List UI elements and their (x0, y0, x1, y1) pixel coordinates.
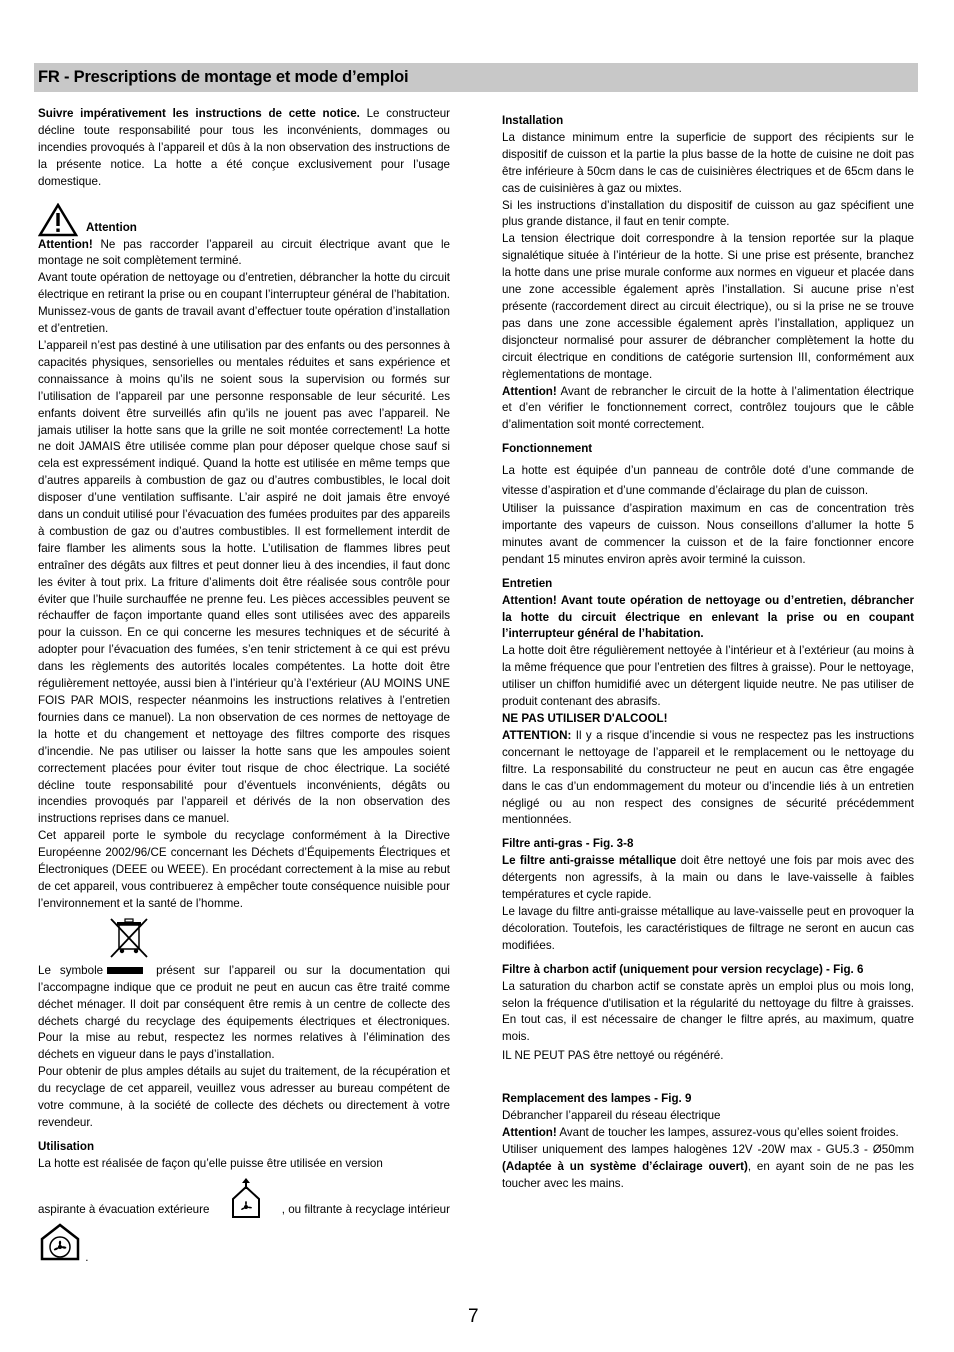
entretien-paragraph: La hotte doit être régulièrement nettoyée à l’intérieur et à l’extérieur (au moins à la même fréquence que pour l’entretien des filtres à graisse). Pour le nettoyage, utiliser un chiffon humidifié avec un détergent liquide neutre. Ne pas utiliser de produit contenant des abrasifs. (502, 644, 914, 709)
utilisation-end: . (85, 1250, 89, 1264)
intro-bold: Suivre impérativement les instructions de cette notice. (38, 107, 360, 120)
symbol-text-a: Le symbole (38, 963, 104, 977)
charbon-paragraph-1: La saturation du charbon actif se constate après un emploi plus ou mois long, selon la fréquence d'utilisation et la régularité du nettoyage du filtre à graisses. En tout cas, il est nécessaire de changer le filtre aprés, au maximum, quatre mois. (502, 979, 914, 1044)
left-column (38, 106, 450, 1267)
section-header (34, 63, 918, 92)
lampes-text-c: , en ayant soin de ne pas les toucher avec les mains. (502, 1159, 914, 1190)
charbon-heading: Filtre à charbon actif (uniquement pour version recyclage) - Fig. 6 (502, 962, 864, 976)
filtre-paragraph-1 (502, 853, 914, 904)
black-bar-symbol (107, 967, 143, 974)
right-column (502, 113, 914, 1193)
weee-bin-icon (108, 917, 150, 961)
entretien-attention (502, 728, 914, 829)
entretien-attention-text: Il y a risque d’incendie si vous ne respectez pas les instructions concernant le nettoyage de l’appareil et le remplacement ou le nettoyage du filtre. La responsabilité du constructeur ne peut en aucun cas être engagée dans le cas d’un endommagement du moteur ou d’incendie liés à un entretien négligé ou au non respect des consignes de sécurité précédemment mentionnées. (502, 728, 914, 827)
filtre-text: doit être nettoyé une fois par mois avec des détergents non agressifs, à la main ou dans le lave-vaisselle à faibles températures et cycle rapide. (502, 854, 914, 902)
weee-paragraph: Cet appareil porte le symbole du recyclage conformément à la Directive Européenne 2002/96/CE concernant les Déchets d’Équipements Électriques et Électroniques (DEEE ou WEEE). En procédant correctement à la mise au rebut de cet appareil, vous contribuerez à empêcher toute conséquence nuisible pour l’environnement et la santé de l’homme. (38, 829, 450, 910)
utilisation-paragraph (38, 1156, 450, 1173)
installation-heading: Installation (502, 114, 564, 127)
warning-icon (38, 203, 78, 237)
page-number: 7 (468, 1306, 479, 1327)
installation-paragraph-1: La distance minimum entre la superficie de support des récipients sur le dispositif de cuisson et la partie la plus basse de la hotte de cuisine ne doit pas être inférieure à 50cm dans le cas de cuisinières électriques et de 65cm dans le cas de cuisinières à gaz ou mixtes. (502, 130, 914, 195)
utilisation-modes (38, 1177, 450, 1219)
symbol-paragraph (38, 963, 450, 1064)
fonctionnement-paragraph-2: Utiliser la puissance d’aspiration maximum en cas de concentration très importante des vapeurs de cuisson. Nous conseillons d’allumer la hotte 5 minutes avant de commencer la cuisson et de la faire fonctionner encore pendant 15 minutes environ après avoir terminé la cuisson. (502, 502, 914, 566)
installation-attention (502, 384, 914, 435)
installation-paragraph-3: La tension électrique doit correspondre à la tension reportée sur la plaque signalétique située à l’intérieur de la hotte. Si une prise est présente, branchez la hotte dans une prise murale conforme aux normes en vigueur et placée dans une zone accessible également après l’installation. Si aucune prise n’est présente (raccordement direct au circuit électrique), ou si la prise ne se trouve pas dans une zone accessible également après l’installation, appliquez un disjoncteur normalisé pour assurer de débrancher complètement la hotte du circuit électrique en conditions de catégorie surtension III, conformément aux règlementations de montage. (502, 232, 914, 381)
fonctionnement-heading: Fonctionnement (502, 442, 593, 456)
lampes-text-a: Utiliser uniquement des lampes halogènes 12V -20W max - GU5.3 - Ø50mm (502, 1142, 914, 1156)
attention-paragraph (38, 237, 450, 271)
recirculation-icon-row (38, 1221, 450, 1267)
attention-text: Ne pas raccorder l’appareil au circuit électrique avant que le montage ne soit complètement terminé. (38, 237, 450, 268)
utilisation-heading: Utilisation (38, 1139, 95, 1153)
symbol-text-b: présent sur l’appareil ou sur la documentation qui l’accompagne indique que ce produit ne peut en aucun cas être traité comme déchet ménager. Il doit par conséquent être remis à un centre de collecte des déchets chargé du recyclage des équipements électriques et électroniques. Pour la mise au rebut, respectez les normes relatives à l’élimination des déchets en vigueur dans le pays d’installation. (38, 963, 450, 1062)
charbon-paragraph-2: IL NE PEUT PAS être nettoyé ou régénéré. (502, 1049, 724, 1063)
lampes-paragraph-1: Débrancher l’appareil du réseau électrique (502, 1109, 721, 1123)
entretien-heading: Entretien (502, 576, 553, 590)
fonctionnement-paragraph-1: La hotte est équipée d’un panneau de contrôle doté d’une commande de vitesse d’aspiration et d’une commande d’éclairage du plan de cuisson. (502, 464, 914, 498)
lampes-attention-text: Avant de toucher les lampes, assurez-vous qu’elles soient froides. (556, 1125, 899, 1139)
installation-paragraph-2: Si les instructions d’installation du dispositif de cuisson au gaz spécifient une plus grande distance, il faut en tenir compte. (502, 198, 914, 229)
installation-attention-bold: Attention! (502, 384, 557, 398)
recycling-info-paragraph: Pour obtenir de plus amples détails au sujet du traitement, de la récupération et du recyclage de cet appareil, veuillez vous adresser au bureau compétent de votre commune, à la société de collecte des déchets ou directement à votre revendeur. (38, 1065, 450, 1129)
attention-heading: Attention (86, 220, 137, 234)
lampes-attention (502, 1125, 914, 1142)
lampes-bold: (Adaptée à un système d’éclairage ouvert) (502, 1159, 748, 1173)
attention-bold: Attention! (38, 237, 93, 251)
attention-block (38, 201, 450, 237)
recirculation-mode-icon (38, 1221, 82, 1261)
entretien-attention-bold: ATTENTION: (502, 728, 572, 742)
lampes-paragraph-3 (502, 1142, 914, 1193)
cleaning-paragraph: Avant toute opération de nettoyage ou d’entretien, débrancher la hotte du circuit électrique en retirant la prise ou en coupant l’interrupteur général de l’habitation. Munissez-vous de gants de travail avant d’effectuer toute opération d’installation et d’entretien. (38, 271, 450, 336)
intro-text: Le constructeur décline toute responsabilité pour tous les inconvénients, dommages ou incendies provoqués à l’appareil et dûs à la non observation des instructions de la présente notice. La hotte a été conçue exclusivement pour l’usage domestique. (38, 107, 450, 188)
exhaust-mode-label: aspirante à évacuation extérieure (38, 1202, 210, 1216)
recirculation-mode-label: , ou filtrante à recyclage intérieur (281, 1202, 450, 1216)
weee-symbol (108, 917, 450, 961)
page-title: FR - Prescriptions de montage et mode d’emploi (38, 68, 409, 86)
entretien-warning: Attention! Avant toute opération de nettoyage ou d’entretien, débrancher la hotte du circuit électrique en enlevant la prise ou en coupant l’interrupteur général de l’habitation. (502, 593, 914, 641)
filtre-bold: Le filtre anti-graisse métallique (502, 854, 677, 868)
installation-attention-text: Avant de rebrancher le circuit de la hotte à l’alimentation électrique et d’en vérifier le fonctionnement correct, contrôlez toujours que le câble d’alimentation soit monté correctement. (502, 384, 914, 432)
filtre-paragraph-2: Le lavage du filtre anti-graisse métallique au lave-vaisselle peut en provoquer la décoloration. Toutefois, les caractéristiques de filtrage ne seront en aucun cas modifiées. (502, 904, 914, 952)
safety-paragraph: L’appareil n’est pas destiné à une utilisation par des enfants ou des personnes à capacités physiques, sensorielles ou mentales réduites et sans expérience et connaissance à moins qu’ils ne soient sous la supervision ou formés sur l’utilisation de l’appareil par une personne responsable de leur sécurité. Les enfants doivent être surveillés afin qu’ils ne jouent pas avec l’appareil. Ne jamais utiliser la hotte sans que la grille ne soit montée correctement! La hotte ne doit JAMAIS être utilisée comme plan pour déposer quelque chose sauf si cela est expressément indiqué. Quand la hotte est utilisée en même temps que d’autres appareils à combustion de gaz ou d’autres combustibles, le local doit disposer d’une ventilation suffisante. L’air aspiré ne doit jamais être envoyé dans un conduit utilisé pour l’évacuation des fumées produites par des appareils à combustion de gaz ou d’autres combustibles. Il est formellement interdit de faire flamber les aliments sous la hotte. L’utilisation de flammes libres peut entraîner des dégâts aux filtres et peut donner lieu à des incendies, il faut donc les éviter à tout prix. La friture d’aliments doit être réalisée sous contrôle pour éviter que l’huile surchauffée ne prenne feu. Les pièces accessibles peuvent se réchauffer de façon importante quand elles sont utilisées avec des appareils pour la cuisson. En ce qui concerne les mesures techniques et de sécurité à adopter pour l’évacuation des fumées, s’en tenir strictement à ce qui est prévu dans les règlements des autorités locales compétentes. La hotte doit être régulièrement nettoyée, aussi bien à l’intérieur qu’à l’extérieur (AU MOINS UNE FOIS PAR MOIS, respecter néanmoins les instructions relatives à l’entretien fournies dans ce manuel). La non observation de ces normes de nettoyage de la hotte et du changement et nettoyage des filtres comporte des risques d’incendie. Ne pas utiliser ou laisser la hotte sans que les ampoules soient correctement placées pour éviter tout risque de choc électrique. La société décline toute responsabilité pour d’éventuels inconvénients, dégâts ou incendies provoqués par l’appareil et dérivés de la non observation des instructions reprises dans ce manuel. (38, 338, 450, 826)
intro-paragraph (38, 106, 450, 191)
lampes-attention-bold: Attention! (502, 1125, 557, 1139)
lampes-heading: Remplacement des lampes - Fig. 9 (502, 1092, 692, 1106)
filtre-heading: Filtre anti-gras - Fig. 3-8 (502, 837, 634, 851)
no-alcohol-warning: NE PAS UTILISER D'ALCOOL! (502, 712, 668, 725)
exhaust-mode-icon (229, 1177, 263, 1219)
utilisation-text: La hotte est réalisée de façon qu’elle puisse être utilisée en version (38, 1156, 383, 1170)
